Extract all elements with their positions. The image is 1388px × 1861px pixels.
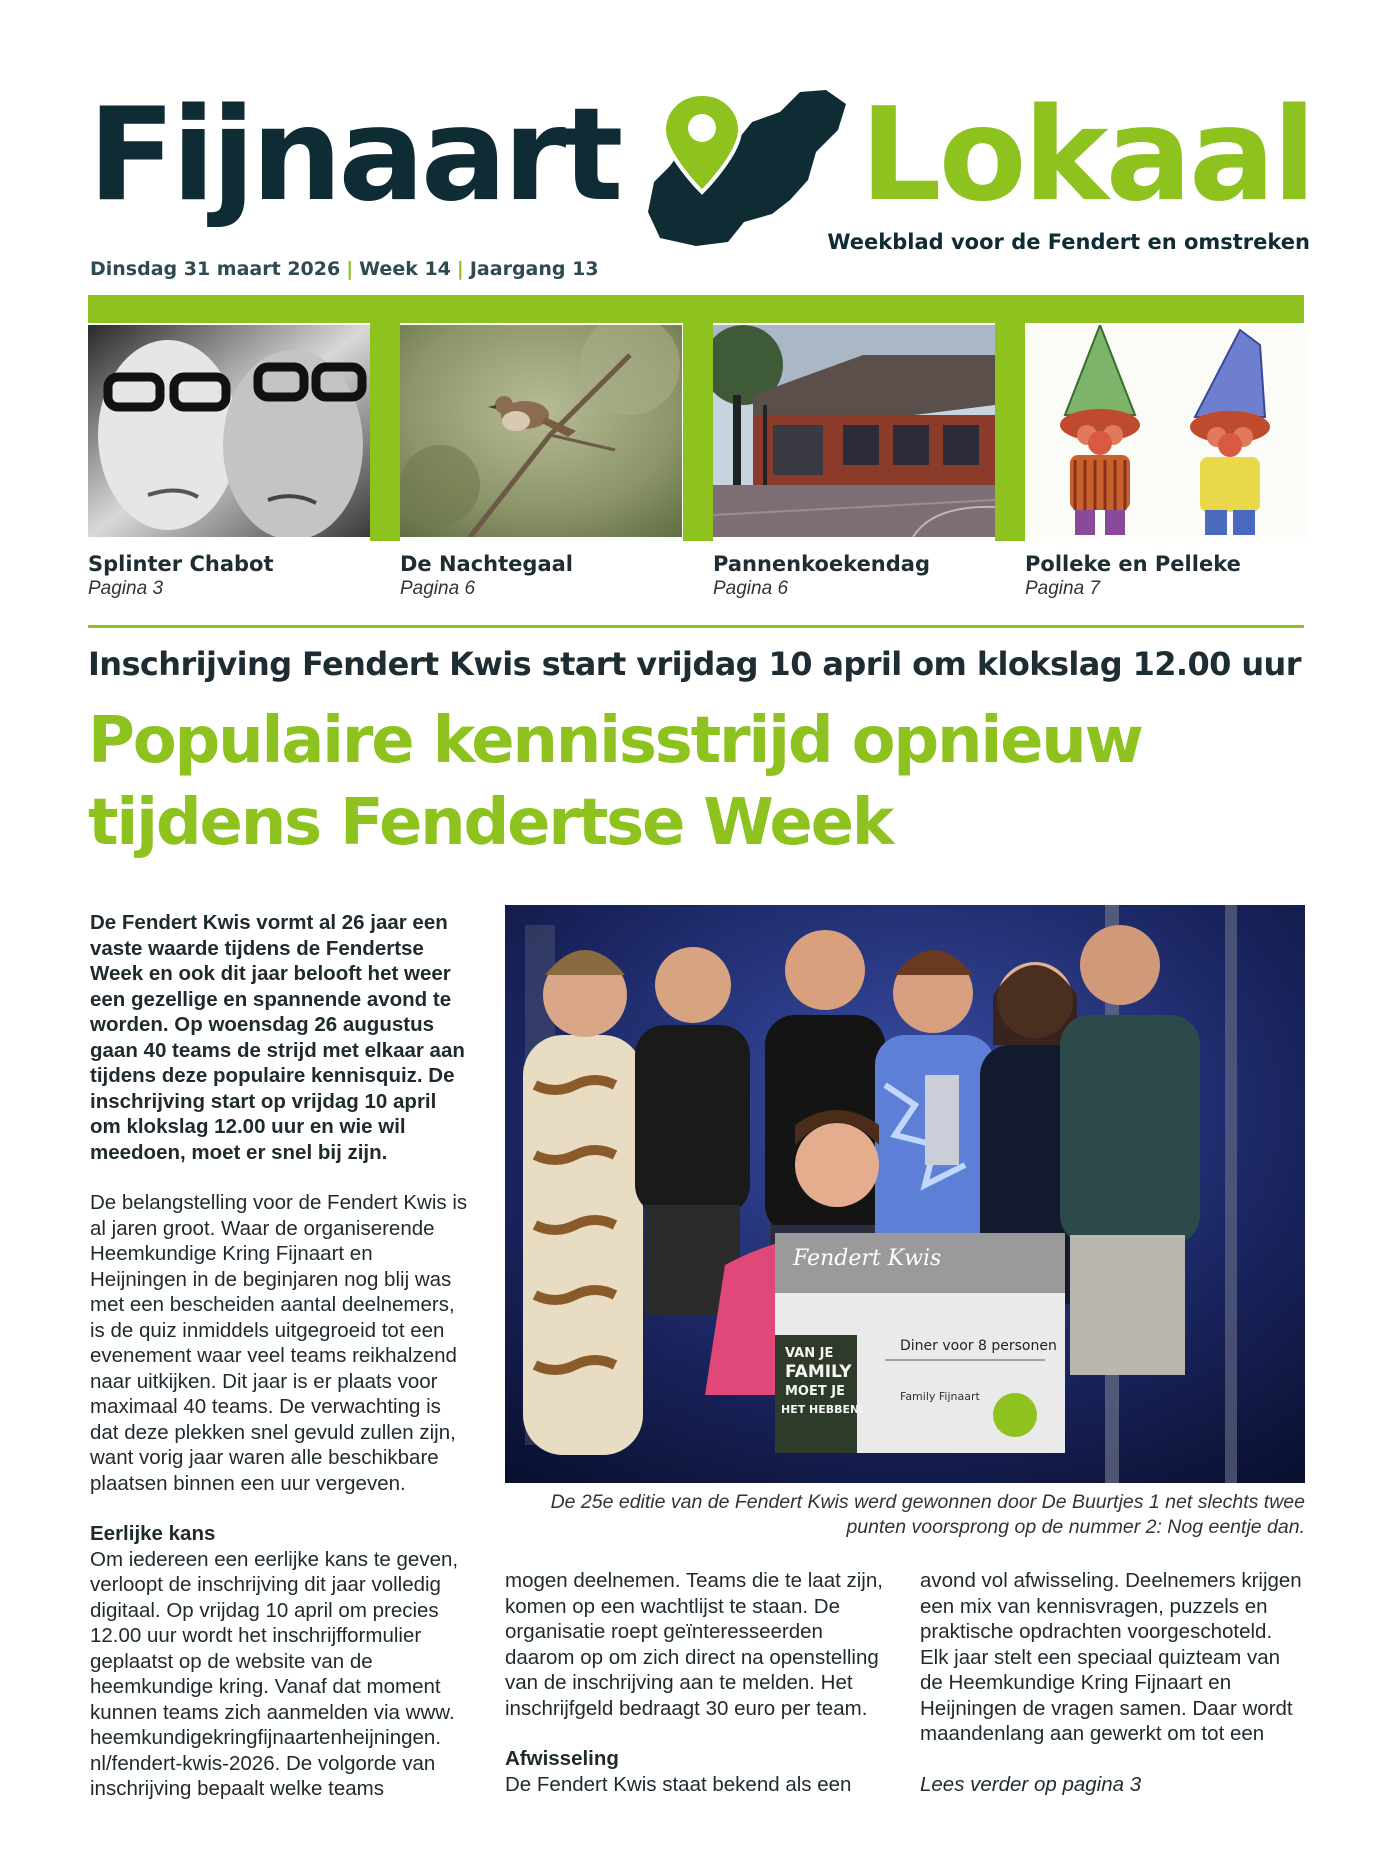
teaser-divider <box>683 323 713 541</box>
teaser-photo-nightingale[interactable] <box>400 325 682 537</box>
teaser-page: Pagina 6 <box>713 578 789 599</box>
article-lead: De Fendert Kwis vormt al 26 jaar een vaste waarde tijdens de Fendertse Week en ook dit jaar belooft het weer een gezellige en spannende avond te worden. Op woensdag 26 augustus gaan 40 teams de strijd met elkaar aan tijdens deze populaire kennisquiz. De inschrijving start op vrijdag 10 april om klokslag 12.00 uur en wie wil meedoen, moet er snel bij zijn. <box>90 911 465 1164</box>
photo-caption: De 25e editie van de Fendert Kwis werd gewonnen door De Buurtjes 1 net slechts twee punten voorsprong op de nummer 2: Nog eentje dan. <box>550 1491 1305 1538</box>
issue-date: Dinsdag 31 maart 2026 <box>90 258 341 280</box>
article-kicker: Inschrijving Fendert Kwis start vrijdag 10 april om klokslag 12.00 uur <box>88 645 1301 683</box>
teaser-title: Splinter Chabot <box>88 552 274 576</box>
section-divider <box>88 625 1304 628</box>
teaser-item[interactable] <box>713 325 995 600</box>
article-subhead: Afwisseling <box>505 1747 619 1770</box>
article-paragraph: Om iedereen een eerlijke kans te geven, verloopt de inschrijving dit jaar volledig digitaal. Op vrijdag 10 april om precies 12.00 uur wordt het inschrijfformulier geplaatst op de website van de heemkundige kring. Vanaf dat moment kunnen teams zich aanmelden via www. heemkundigekringfijnaartenheijningen. nl/fendert-kwis-2026. De volgorde van inschrijving bepaalt welke teams <box>90 1547 459 1800</box>
board-brand: Fendert Kwis <box>793 1246 942 1271</box>
masthead-title-right: Lokaal <box>860 81 1314 230</box>
article-paragraph: avond vol afwisseling. Deelnemers krijgen een mix van kennisvragen, puzzels en praktische opdrachten voorgeschoteld. Elk jaar stelt een speciaal quizteam van de Heemkundige Kring Fijnaart en Heijningen de vragen samen. Daar wordt maandenlang aan gewerkt om tot een <box>920 1569 1302 1745</box>
board-slogan: MOET JE <box>785 1384 845 1399</box>
teaser-item[interactable] <box>88 325 370 600</box>
teaser-photo-school[interactable] <box>713 325 995 537</box>
article-paragraph: De belangstelling voor de Fendert Kwis is al jaren groot. Waar de organiserende Heemkundige Kring Fijnaart en Heijningen in de beginjaren nog blij was met een bescheiden aantal deelnemers, is de quiz inmiddels uitgegroeid tot een evenement waar veel teams reikhalzend naar uitkijken. Dit jaar is er plaats voor maximaal 40 teams. De verwachting is dat deze plekken snel gevuld zullen zijn, want vorig jaar waren alle beschikbare plaatsen binnen een uur vergeven. <box>90 1191 468 1495</box>
map-pin-logo-icon <box>640 82 852 254</box>
teaser-item[interactable] <box>400 325 682 600</box>
teaser-title: Polleke en Pelleke <box>1025 552 1241 576</box>
issue-week: Week 14 <box>359 258 451 280</box>
teaser-page: Pagina 3 <box>88 578 164 599</box>
masthead <box>0 0 1388 300</box>
continued-link[interactable]: Lees verder op pagina 3 <box>920 1772 1142 1796</box>
board-slogan: HET HEBBEN! <box>781 1403 865 1416</box>
teaser-page: Pagina 7 <box>1025 578 1101 599</box>
board-slogan: FAMILY <box>785 1362 852 1382</box>
teaser-divider <box>995 323 1025 541</box>
masthead-tagline: Weekblad voor de Fendert en omstreken <box>827 230 1310 254</box>
teaser-page: Pagina 6 <box>400 578 476 599</box>
article-paragraph: De Fendert Kwis staat bekend als een <box>505 1772 852 1796</box>
article-headline: Populaire kennisstrijd opnieuw tijdens Fendertse Week <box>88 704 1142 860</box>
issue-volume: Jaargang 13 <box>469 258 599 280</box>
prize-board <box>775 1233 1065 1453</box>
teaser-title: De Nachtegaal <box>400 552 573 576</box>
masthead-title-left: Fijnaart <box>88 81 620 230</box>
dateline <box>90 258 599 280</box>
main-photo[interactable] <box>505 905 1305 1483</box>
separator: | <box>346 258 354 280</box>
article-subhead: Eerlijke kans <box>90 1522 216 1545</box>
board-winner: Family Fijnaart <box>900 1390 980 1403</box>
article-column-1 <box>90 910 470 1827</box>
board-prize: Diner voor 8 personen <box>900 1338 1057 1354</box>
article-column-2 <box>505 1568 885 1822</box>
teaser-photo-gnomes[interactable] <box>1025 325 1307 537</box>
teaser-photo-portrait[interactable] <box>88 325 370 537</box>
article-paragraph: mogen deelnemen. Teams die te laat zijn, komen op een wachtlijst te staan. De organisatie roept geïnteresseerden daarom op om zich direct na openstelling van de inschrijving aan te melden. Het inschrijfgeld bedraagt 30 euro per team. <box>505 1569 883 1720</box>
teaser-title: Pannenkoekendag <box>713 552 930 576</box>
teaser-item[interactable] <box>1025 325 1307 600</box>
article-column-3 <box>920 1568 1305 1822</box>
board-slogan: VAN JE <box>785 1346 834 1361</box>
separator: | <box>456 258 464 280</box>
teaser-divider <box>370 323 400 541</box>
